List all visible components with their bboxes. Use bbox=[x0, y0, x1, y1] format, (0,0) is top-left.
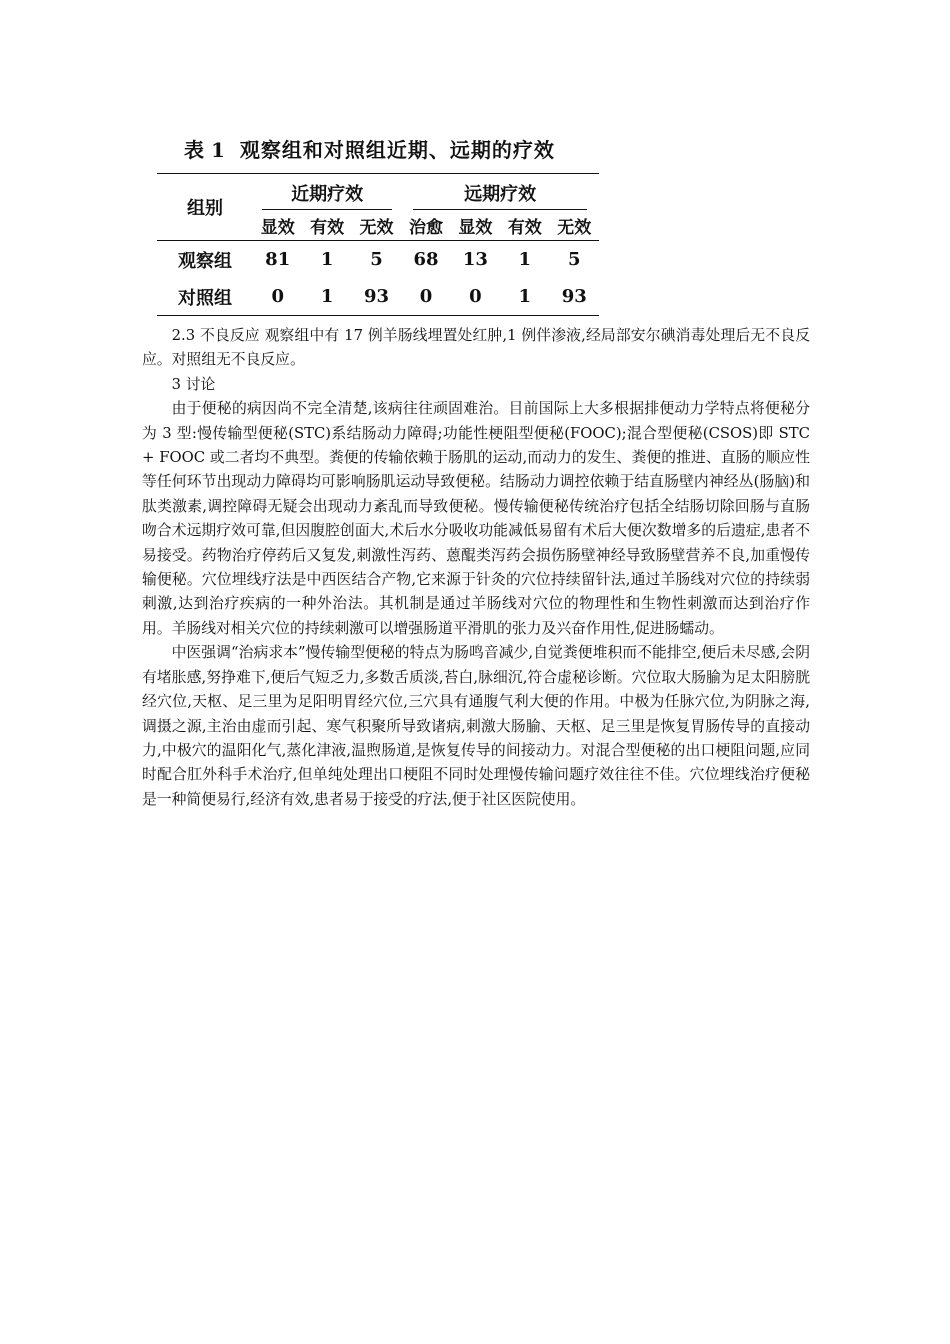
subheader-cell: 无效 bbox=[359, 217, 394, 238]
paragraph-discussion-1: 由于便秘的病因尚不完全清楚,该病往往顽固难治。目前国际上大多根据排便动力学特点将便秘分为 3 型:慢传输型便秘(STC)系结肠动力障碍;功能性梗阻型便秘(FOOC);混合型便秘(CSOS)即 STC + FOOC 或二者均不典型。粪便的传输依赖于肠肌的运动,而动力的发生、粪便的推进、直肠的顺应性等任何环节出现动力障碍均可影响肠肌运动导致便秘。结肠动力调控依赖于结直肠壁内神经丛(肠脑)和肽类激素,调控障碍无疑会出现动力紊乱而导致便秘。慢传输便秘传统治疗包括全结肠切除回肠与直肠吻合术远期疗效可靠,但因腹腔创面大,术后水分吸收功能减低易留有术后大便次数增多的后遗症,患者不易接受。药物治疗停药后又复发,刺激性泻药、蒽醌类泻药会损伤肠壁神经导致肠壁营养不良,加重慢传输便秘。穴位埋线疗法是中西医结合产物,它来源于针灸的穴位持续留针法,通过羊肠线对穴位的持续弱刺激,达到治疗疾病的一种外治法。其机制是通过羊肠线对穴位的物理性和生物性刺激而达到治疗作用。羊肠线对相关穴位的持续刺激可以增强肠道平滑肌的张力及兴奋作用性,促进肠蠕动。 bbox=[142, 400, 810, 637]
row-label: 对照组 bbox=[178, 287, 232, 309]
section-heading-discussion: 3 讨论 bbox=[171, 375, 216, 393]
table-cell: 5 bbox=[370, 249, 383, 270]
subheader-cell: 治愈 bbox=[408, 217, 443, 238]
subheader-cell: 显效 bbox=[458, 217, 493, 238]
paragraph-adverse-reactions: 2.3 不良反应 观察组中有 17 例羊肠线埋置处红肿,1 例伴渗液,经局部安尔碘消毒处理后无不良反应。对照组无不良反应。 bbox=[142, 327, 810, 369]
subheader-cell: 有效 bbox=[310, 217, 345, 238]
subheader-cell: 有效 bbox=[507, 217, 542, 238]
paragraph-discussion-2: 中医强调“治病求本”慢传输型便秘的特点为肠鸣音减少,自觉粪便堆积而不能排空,便后未尽感,会阴有堵胀感,努挣难下,便后气短乏力,多数舌质淡,苔白,脉细沉,符合虚秘诊断。穴位取大肠腧为足太阳膀胱经穴位,天枢、足三里为足阳明胃经穴位,三穴具有通腹气利大便的作用。中极为任脉穴位,为阴脉之海,调摄之源,主治由虚而引起、寒气积聚所导致诸病,刺激大肠腧、天枢、足三里是恢复胃肠传导的直接动力,中极穴的温阳化气,蒸化津液,温煦肠道,是恢复传导的间接动力。对混合型便秘的出口梗阻问题,应同时配合肛外科手术治疗,但单纯处理出口梗阻不同时处理慢传输问题疗效往往不佳。穴位埋线治疗便秘是一种简便易行,经济有效,患者易于接受的疗法,便于社区医院使用。 bbox=[142, 644, 810, 808]
table-cell: 1 bbox=[320, 286, 334, 307]
table-cell: 93 bbox=[561, 286, 587, 307]
table-cell: 5 bbox=[568, 249, 581, 270]
table-caption-text: 观察组和对照组近期、远期的疗效 bbox=[239, 138, 555, 162]
table-cell: 0 bbox=[469, 286, 482, 307]
table-cell: 1 bbox=[320, 249, 334, 270]
row-label: 观察组 bbox=[178, 250, 232, 272]
table-caption-prefix: 表 bbox=[184, 138, 205, 162]
long-term-header: 远期疗效 bbox=[401, 174, 599, 211]
table-caption bbox=[184, 134, 555, 163]
subheader-cell: 无效 bbox=[557, 217, 592, 238]
table-cell: 0 bbox=[271, 286, 284, 307]
table-row bbox=[157, 278, 599, 316]
table-cell: 93 bbox=[364, 286, 390, 307]
table-caption-number: 1 bbox=[211, 138, 226, 162]
table-cell: 1 bbox=[518, 286, 532, 307]
table-cell: 13 bbox=[462, 249, 488, 270]
table-cell: 81 bbox=[265, 249, 291, 270]
table-cell: 68 bbox=[413, 249, 439, 270]
subheader-cell: 显效 bbox=[260, 217, 295, 238]
near-term-header: 近期疗效 bbox=[253, 174, 401, 211]
table-cell: 0 bbox=[419, 286, 433, 307]
group-header: 组别 bbox=[187, 198, 223, 219]
efficacy-table bbox=[157, 173, 599, 316]
table-cell: 1 bbox=[518, 249, 532, 270]
body-text bbox=[142, 324, 810, 812]
table-row bbox=[157, 241, 599, 279]
